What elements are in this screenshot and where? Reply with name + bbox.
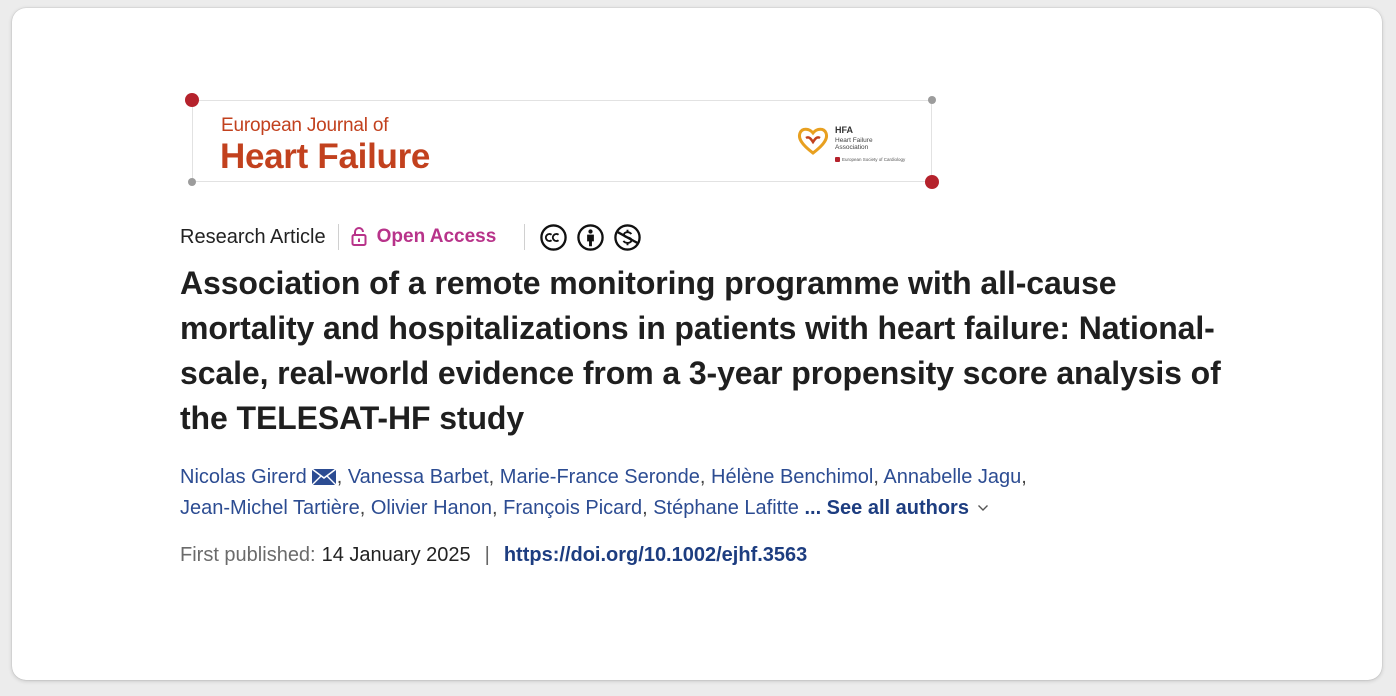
divider bbox=[338, 224, 339, 250]
esc-name: European Society of Cardiology bbox=[835, 157, 905, 162]
banner-corner-dot bbox=[928, 96, 936, 104]
author-link[interactable]: François Picard bbox=[503, 497, 643, 519]
unlocked-padlock-icon bbox=[351, 227, 367, 247]
chevron-down-icon bbox=[977, 504, 989, 512]
noncommercial-icon[interactable] bbox=[613, 223, 642, 252]
banner-corner-dot bbox=[188, 178, 196, 186]
attribution-icon[interactable] bbox=[576, 223, 605, 252]
journal-banner[interactable] bbox=[192, 100, 932, 182]
author-link[interactable]: Olivier Hanon bbox=[370, 497, 493, 519]
publication-info bbox=[180, 544, 807, 567]
email-envelope-icon[interactable] bbox=[311, 468, 337, 486]
hfa-abbr: HFA bbox=[835, 125, 853, 135]
author-link[interactable]: Nicolas Girerd bbox=[180, 466, 307, 488]
open-access-badge[interactable] bbox=[351, 226, 497, 248]
article-type: Research Article bbox=[180, 225, 326, 248]
banner-corner-dot bbox=[925, 175, 939, 189]
journal-name-line2: Heart Failure bbox=[220, 137, 431, 176]
author-separator: , bbox=[873, 466, 884, 488]
author-separator: , bbox=[488, 466, 500, 488]
author-separator: , bbox=[699, 466, 712, 488]
see-all-authors-button[interactable] bbox=[804, 497, 989, 519]
creative-commons-icon[interactable] bbox=[539, 223, 568, 252]
author-link[interactable]: Marie-France Seronde bbox=[499, 466, 700, 488]
hfa-name: Heart Failure Association bbox=[835, 137, 873, 151]
author-separator: , bbox=[1021, 466, 1027, 488]
author-link[interactable]: Vanessa Barbet bbox=[347, 466, 489, 488]
banner-corner-dot bbox=[185, 93, 199, 107]
author-link[interactable]: Jean-Michel Tartière bbox=[180, 497, 360, 519]
license-icons[interactable] bbox=[539, 223, 642, 252]
author-separator: , bbox=[336, 466, 348, 488]
author-list bbox=[180, 462, 1180, 524]
first-published-date: 14 January 2025 bbox=[321, 544, 471, 566]
first-published-label: First published: bbox=[180, 544, 316, 566]
journal-name-line1: European Journal of bbox=[221, 115, 389, 136]
divider bbox=[524, 224, 525, 250]
author-link[interactable]: Stéphane Lafitte bbox=[653, 497, 799, 519]
article-title: Association of a remote monitoring programme with all-cause mortality and hospitalizations in patients with heart failure: National-scale, real-world evidence from a 3-year propensity score analysis of the TELESAT-HF study bbox=[180, 265, 1221, 436]
heart-logo-icon bbox=[797, 127, 829, 155]
doi-link[interactable]: https://doi.org/10.1002/ejhf.3563 bbox=[503, 544, 808, 566]
author-link[interactable]: Annabelle Jagu bbox=[883, 466, 1022, 488]
article-card bbox=[12, 8, 1382, 680]
author-separator: , bbox=[642, 497, 654, 519]
see-all-authors-label: ... See all authors bbox=[804, 497, 969, 519]
open-access-label: Open Access bbox=[376, 226, 497, 247]
author-separator: , bbox=[359, 497, 371, 519]
hfa-logo bbox=[797, 123, 917, 167]
author-link[interactable]: Hélène Benchimol bbox=[711, 466, 874, 488]
article-meta-row bbox=[180, 221, 642, 253]
pipe-separator: | bbox=[484, 544, 490, 566]
author-separator: , bbox=[492, 497, 504, 519]
